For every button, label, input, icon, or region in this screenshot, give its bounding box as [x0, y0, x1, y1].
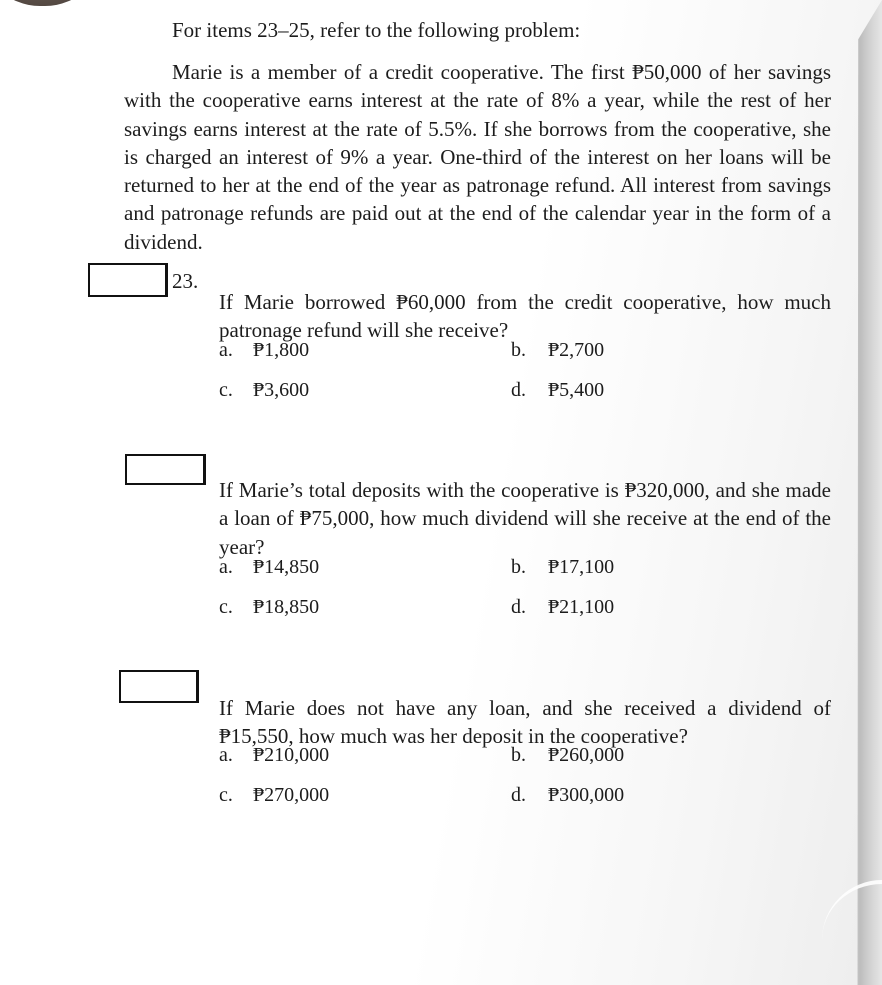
choice-letter: b.: [511, 339, 526, 361]
choice-23-a: [219, 337, 309, 363]
choice-24-a: [219, 554, 319, 580]
choice-24-c: [219, 594, 319, 620]
question-number-23: 23.: [172, 269, 199, 293]
choice-value: ₱210,000: [253, 744, 330, 766]
choice-letter: d.: [511, 784, 526, 806]
choice-23-d: [511, 377, 604, 403]
choice-value: ₱17,100: [548, 556, 615, 578]
choice-25-d: [511, 782, 624, 808]
choice-value: ₱21,100: [548, 596, 615, 618]
choice-value: ₱18,850: [253, 596, 320, 618]
choice-letter: d.: [511, 596, 526, 618]
choice-25-b: [511, 742, 624, 768]
question-text-23: If Marie borrowed ₱60,000 from the credit cooperative, how much patronage refund will she receive?: [219, 290, 831, 343]
choice-25-a: [219, 742, 329, 768]
choice-letter: a.: [219, 339, 233, 361]
page-curl: [822, 880, 882, 944]
choice-letter: d.: [511, 379, 526, 401]
choice-value: ₱2,700: [548, 339, 605, 361]
answer-box-25[interactable]: [119, 670, 199, 703]
corner-shadow: [0, 0, 105, 6]
intro-text: For items 23–25, refer to the following problem:: [172, 18, 581, 42]
choice-value: ₱1,800: [253, 339, 310, 361]
page-edge-shadow: [848, 0, 882, 985]
answer-box-23[interactable]: [88, 263, 168, 297]
problem-paragraph: Marie is a member of a credit cooperative. The first ₱50,000 of her savings with the cooperative earns interest at the rate of 8% a year, while the rest of her savings earns interest at the rate of 5.5%. If she borrows from the cooperative, she is charged an interest of 9% a year. One-third of the interest on her loans will be returned to her at the end of the year as patronage refund. All interest from savings and patronage refunds are paid out at the end of the calendar year in the form of a dividend.: [124, 60, 831, 254]
choice-23-b: [511, 337, 604, 363]
choice-letter: c.: [219, 596, 233, 618]
choice-value: ₱260,000: [548, 744, 625, 766]
choice-value: ₱14,850: [253, 556, 320, 578]
choice-value: ₱300,000: [548, 784, 625, 806]
choice-letter: c.: [219, 379, 233, 401]
choice-24-d: [511, 594, 614, 620]
choice-letter: c.: [219, 784, 233, 806]
choice-letter: b.: [511, 556, 526, 578]
choice-24-b: [511, 554, 614, 580]
question-text-25: If Marie does not have any loan, and she received a dividend of ₱15,550, how much was her deposit in the cooperative?: [219, 696, 831, 749]
question-text-24: If Marie’s total deposits with the cooperative is ₱320,000, and she made a loan of ₱75,000, how much dividend will she receive at the end of the year?: [219, 478, 831, 559]
answer-box-24[interactable]: [125, 454, 206, 485]
choice-letter: a.: [219, 556, 233, 578]
choice-25-c: [219, 782, 329, 808]
choice-letter: a.: [219, 744, 233, 766]
choice-value: ₱5,400: [548, 379, 605, 401]
choice-value: ₱3,600: [253, 379, 310, 401]
choice-23-c: [219, 377, 309, 403]
choice-letter: b.: [511, 744, 526, 766]
choice-value: ₱270,000: [253, 784, 330, 806]
